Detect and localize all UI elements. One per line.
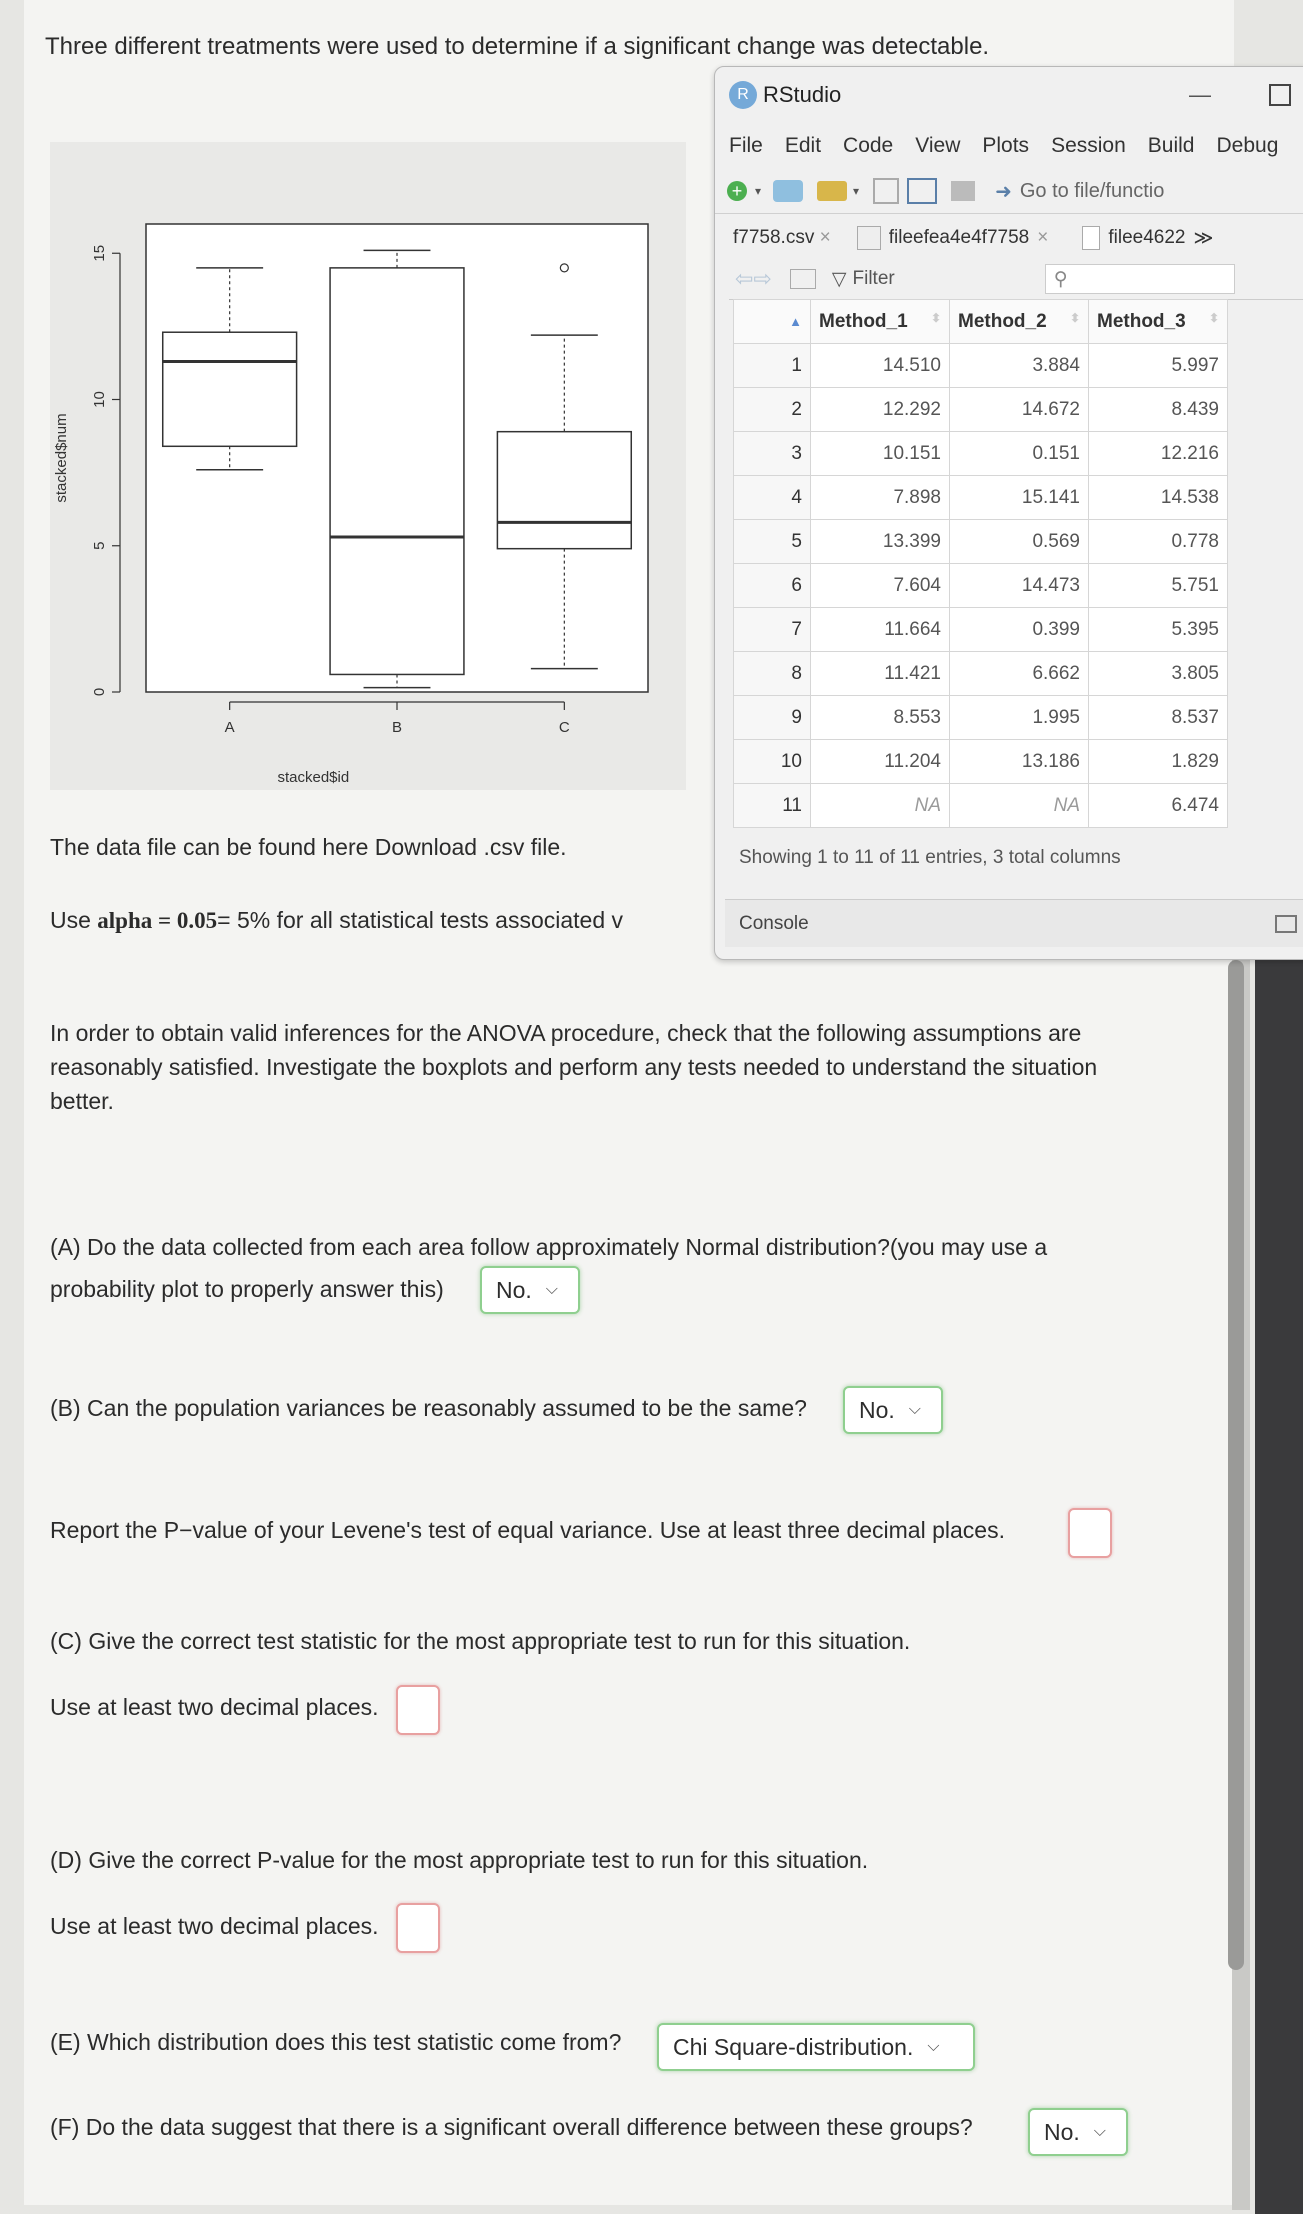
table-row (734, 432, 1228, 476)
table-row (734, 784, 1228, 828)
x-tick-label: B (391, 719, 403, 736)
r-logo-icon: R (729, 81, 757, 109)
dropdown-icon[interactable]: ▾ (755, 184, 762, 198)
scrollbar-thumb[interactable] (1228, 960, 1244, 1970)
search-input[interactable] (1045, 264, 1235, 294)
column-header[interactable]: Method_1 ⬍ (811, 300, 950, 344)
table-cell: 12.292 (811, 388, 950, 432)
row-number: 7 (734, 608, 811, 652)
table-cell: 13.186 (950, 740, 1089, 784)
y-axis-label: stacked$num (53, 413, 70, 503)
table-cell: NA (950, 784, 1089, 828)
close-icon: × (819, 227, 831, 248)
table-cell: 0.151 (950, 432, 1089, 476)
table-cell: 13.399 (811, 520, 950, 564)
table-cell: 12.216 (1089, 432, 1228, 476)
y-tick-label: 10 (90, 391, 108, 408)
data-file-text: The data file can be found here Download .csv file. (50, 834, 567, 860)
table-row (734, 564, 1228, 608)
menu-session[interactable]: Session (1051, 134, 1126, 157)
table-cell: 1.829 (1089, 740, 1228, 784)
data-table (733, 299, 1228, 828)
table-row (734, 476, 1228, 520)
table-row (734, 388, 1228, 432)
table-row (734, 652, 1228, 696)
box-C (497, 432, 631, 549)
levene-pvalue-input[interactable] (1068, 1508, 1112, 1558)
maximize-icon[interactable] (1269, 84, 1291, 106)
table-cell: 3.884 (950, 344, 1089, 388)
question-f: (F) Do the data suggest that there is a significant overall difference between these groups? (50, 2114, 973, 2140)
table-cell: 0.778 (1089, 520, 1228, 564)
search-icon: ⚲ (1053, 268, 1068, 290)
tab-fileefea[interactable]: fileefea4e4f7758 × (857, 226, 1049, 250)
rstudio-titlebar (715, 67, 1303, 123)
open-folder-icon[interactable] (817, 181, 847, 201)
table-cell: 14.473 (950, 564, 1089, 608)
table-cell: 14.510 (811, 344, 950, 388)
table-cell: 8.553 (811, 696, 950, 740)
test-statistic-input[interactable] (396, 1685, 440, 1735)
row-number: 10 (734, 740, 811, 784)
chevron-down-icon: ⌵ (545, 1281, 558, 1298)
menu-file[interactable]: File (729, 134, 763, 157)
table-cell: 7.898 (811, 476, 950, 520)
answer-f-select[interactable]: No. ⌵ (1028, 2108, 1128, 2156)
tab-filee4622[interactable]: filee4622 ≫ (1082, 226, 1213, 250)
tab-csv[interactable]: f7758.csv × (733, 227, 831, 248)
table-cell: 6.474 (1089, 784, 1228, 828)
column-header[interactable]: Method_2 ⬍ (950, 300, 1089, 344)
table-header-row (734, 300, 1228, 344)
question-a: (A) Do the data collected from each area follow approximately Normal distribution?(you may use a probability plot to properly answer this) (50, 1234, 1048, 1302)
table-cell: 5.997 (1089, 344, 1228, 388)
restore-pane-icon[interactable] (1275, 915, 1297, 933)
menu-view[interactable]: View (915, 134, 961, 157)
intro-text: Three different treatments were used to determine if a significant change was detectable. (45, 33, 990, 60)
question-b: (B) Can the population variances be reasonably assumed to be the same? (50, 1395, 807, 1421)
menu-bar (715, 123, 1303, 169)
alpha-text: Use alpha = 0.05= 5% for all statistical tests associated v (50, 907, 624, 933)
question-c-note: Use at least two decimal places. (50, 1694, 379, 1720)
x-axis-label: stacked$id (277, 769, 350, 786)
question-d-note: Use at least two decimal places. (50, 1913, 379, 1939)
table-icon (857, 226, 881, 250)
minimize-icon[interactable]: — (1189, 82, 1211, 107)
y-tick-label: 0 (90, 687, 108, 697)
x-tick-label: C (558, 719, 570, 736)
table-cell: 1.995 (950, 696, 1089, 740)
boxplot-panel (50, 142, 686, 790)
chevron-down-icon: ⌵ (1093, 2123, 1106, 2140)
open-dropdown-icon[interactable]: ▾ (853, 184, 860, 198)
table-cell: 7.604 (811, 564, 950, 608)
y-tick-label: 5 (90, 541, 108, 550)
new-file-icon[interactable]: + (727, 181, 747, 201)
save-icon[interactable] (873, 178, 899, 204)
chevron-down-icon: ⌵ (927, 2038, 940, 2055)
goto-arrow-icon: ➜ (995, 180, 1012, 203)
table-cell: 3.805 (1089, 652, 1228, 696)
close-icon: × (1037, 227, 1049, 248)
table-cell: 6.662 (950, 652, 1089, 696)
console-tab[interactable]: Console (725, 899, 1303, 947)
row-number: 11 (734, 784, 811, 828)
file-icon (1082, 226, 1100, 250)
question-d: (D) Give the correct P-value for the most appropriate test to run for this situation. (50, 1847, 869, 1873)
x-tick-label: A (224, 719, 235, 736)
table-row (734, 608, 1228, 652)
source-tabs (715, 217, 1303, 259)
boxplot-chart (50, 142, 686, 790)
menu-debug[interactable]: Debug (1216, 134, 1279, 157)
levene-question: Report the P−value of your Levene's test of equal variance. Use at least three decimal places. (50, 1517, 1005, 1543)
table-cell: 5.395 (1089, 608, 1228, 652)
menu-build[interactable]: Build (1147, 134, 1195, 157)
row-number: 4 (734, 476, 811, 520)
popout-icon[interactable] (790, 269, 816, 289)
more-tabs-icon: ≫ (1193, 227, 1214, 249)
row-number: 5 (734, 520, 811, 564)
rstudio-window[interactable] (714, 66, 1303, 960)
filter-bar (729, 259, 1303, 300)
print-icon[interactable] (951, 181, 975, 201)
table-cell: 11.664 (811, 608, 950, 652)
menu-code[interactable]: Code (843, 134, 894, 157)
answer-a-select[interactable]: No. ⌵ (480, 1266, 580, 1314)
table-row (734, 520, 1228, 564)
table-row (734, 344, 1228, 388)
table-cell: 8.439 (1089, 388, 1228, 432)
save-all-icon[interactable] (907, 178, 937, 204)
row-number: 1 (734, 344, 811, 388)
table-cell: 14.672 (950, 388, 1089, 432)
window-title: RStudio (763, 82, 842, 107)
box-A (163, 332, 297, 446)
table-cell: 0.569 (950, 520, 1089, 564)
y-tick-label: 15 (90, 244, 108, 262)
row-number: 9 (734, 696, 811, 740)
question-c: (C) Give the correct test statistic for the most appropriate test to run for this situation. (50, 1628, 911, 1654)
row-number: 8 (734, 652, 811, 696)
filter-icon: ▽ (831, 268, 847, 290)
table-cell: 8.537 (1089, 696, 1228, 740)
sort-icon[interactable]: ▲ (734, 300, 811, 344)
answer-b-select[interactable]: No. ⌵ (843, 1386, 943, 1434)
pvalue-input[interactable] (396, 1903, 440, 1953)
entries-summary: Showing 1 to 11 of 11 entries, 3 total columns (739, 847, 1121, 868)
goto-file-input[interactable]: Go to file/functio (1019, 179, 1165, 202)
table-row (734, 696, 1228, 740)
chevron-down-icon: ⌵ (908, 1401, 921, 1418)
table-row (734, 740, 1228, 784)
answer-e-select[interactable]: Chi Square-distribution. ⌵ (657, 2023, 975, 2071)
new-project-icon[interactable] (773, 180, 803, 202)
table-cell: 14.538 (1089, 476, 1228, 520)
row-number: 2 (734, 388, 811, 432)
table-cell: 5.751 (1089, 564, 1228, 608)
table-cell: 11.204 (811, 740, 950, 784)
assumptions-text: In order to obtain valid inferences for the ANOVA procedure, check that the following assumptions are reasonably satisfied. Investigate the boxplots and perform any tests needed to understand the situation better. (50, 1020, 1098, 1114)
window-edge (1255, 960, 1303, 2214)
box-B (330, 268, 464, 675)
menu-edit[interactable]: Edit (784, 134, 822, 157)
filter-button[interactable]: ▽ Filter (831, 268, 895, 290)
table-cell: 10.151 (811, 432, 950, 476)
menu-plots[interactable]: Plots (982, 134, 1030, 157)
toolbar (715, 169, 1303, 214)
row-number: 6 (734, 564, 811, 608)
question-e: (E) Which distribution does this test statistic come from? (50, 2029, 622, 2055)
table-cell: 11.421 (811, 652, 950, 696)
table-cell: NA (811, 784, 950, 828)
table-cell: 15.141 (950, 476, 1089, 520)
column-header[interactable]: Method_3 ⬍ (1089, 300, 1228, 344)
row-number: 3 (734, 432, 811, 476)
table-cell: 0.399 (950, 608, 1089, 652)
back-forward-icon[interactable]: ⇦⇨ (735, 266, 772, 291)
